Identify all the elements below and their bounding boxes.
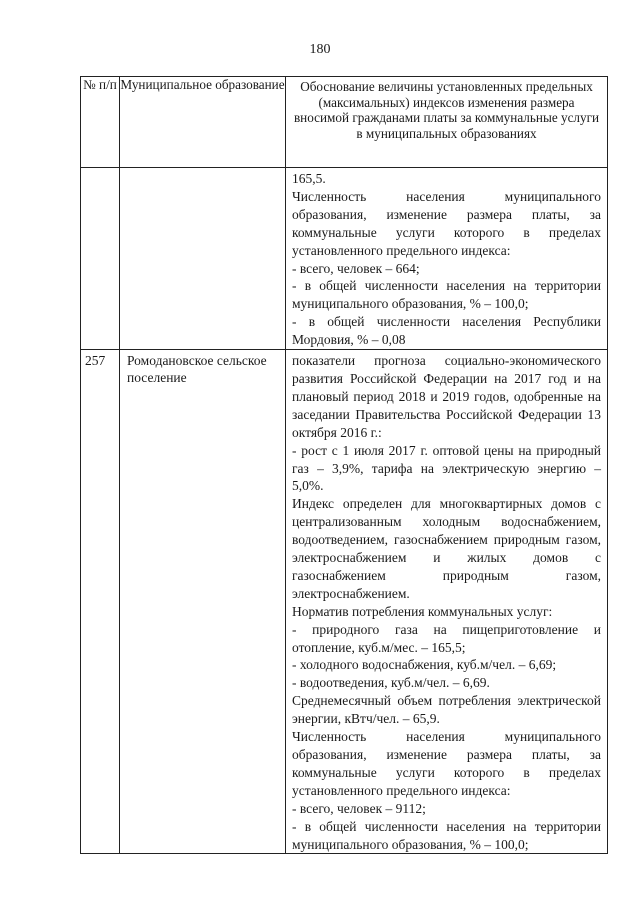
page-number: 180 bbox=[309, 42, 331, 57]
header-justification: Обоснование величины установленных предельных (максимальных) индексов изменения размера вносимой гражданами платы за коммунальные услуги в муниципальных образованиях bbox=[286, 77, 608, 168]
justification-line: - в общей численности населения Республики Мордовия, % – 0,08 bbox=[292, 314, 601, 348]
justification-line: - холодного водоснабжения, куб.м/чел. – 6,69; bbox=[292, 657, 557, 673]
justification-line: - всего, человек – 9112; bbox=[292, 800, 426, 816]
tariff-justification-table bbox=[80, 76, 608, 854]
justification-line: Численность населения муниципального образования, изменение размера платы, за коммунальные услуги которого в пределах установленного предельного индекса: bbox=[292, 188, 601, 258]
justification-line: - в общей численности населения на территории муниципального образования, % – 100,0; bbox=[292, 818, 601, 852]
row-justification bbox=[286, 168, 608, 350]
justification-line: - всего, человек – 664; bbox=[292, 260, 420, 276]
row-number bbox=[81, 168, 120, 350]
row-justification bbox=[286, 350, 608, 854]
table-row bbox=[81, 350, 608, 854]
justification-line: - рост с 1 июля 2017 г. оптовой цены на природный газ – 3,9%, тарифа на электрическую энергию – 5,0%. bbox=[292, 442, 601, 494]
justification-line: Численность населения муниципального образования, изменение размера платы, за коммунальные услуги которого в пределах установленного предельного индекса: bbox=[292, 729, 601, 798]
justification-line: показатели прогноза социально-экономического развития Российской Федерации на 2017 год и на плановый период 2018 и 2019 годов, одобренные на заседании Правительства Российской Федерации 13 октября 2016 г.: bbox=[292, 353, 601, 440]
justification-line: - природного газа на пищеприготовление и отопление, куб.м/мес. – 165,5; bbox=[292, 621, 601, 655]
justification-line: Индекс определен для многоквартирных домов с централизованным холодным водоснабжением, водоотведением, газоснабжением природным газом, электроснабжением и жилых домов с газоснабжением природным газом, электроснабжением. bbox=[292, 496, 601, 601]
table-row bbox=[81, 168, 608, 350]
justification-line: - в общей численности населения на территории муниципального образования, % – 100,0; bbox=[292, 278, 601, 312]
header-municipality: Муниципальное образование bbox=[120, 77, 286, 168]
justification-line: Норматив потребления коммунальных услуг: bbox=[292, 603, 553, 619]
justification-line: Среднемесячный объем потребления электрической энергии, кВтч/чел. – 65,9. bbox=[292, 693, 601, 727]
row-municipality bbox=[120, 168, 286, 350]
justification-line: - водоотведения, куб.м/чел. – 6,69. bbox=[292, 675, 490, 691]
row-number: 257 bbox=[81, 350, 120, 854]
row-municipality: Ромодановское сельское поселение bbox=[120, 350, 286, 854]
table-header-row bbox=[81, 77, 608, 168]
justification-line: 165,5. bbox=[292, 171, 326, 186]
header-number: № п/п bbox=[81, 77, 120, 168]
